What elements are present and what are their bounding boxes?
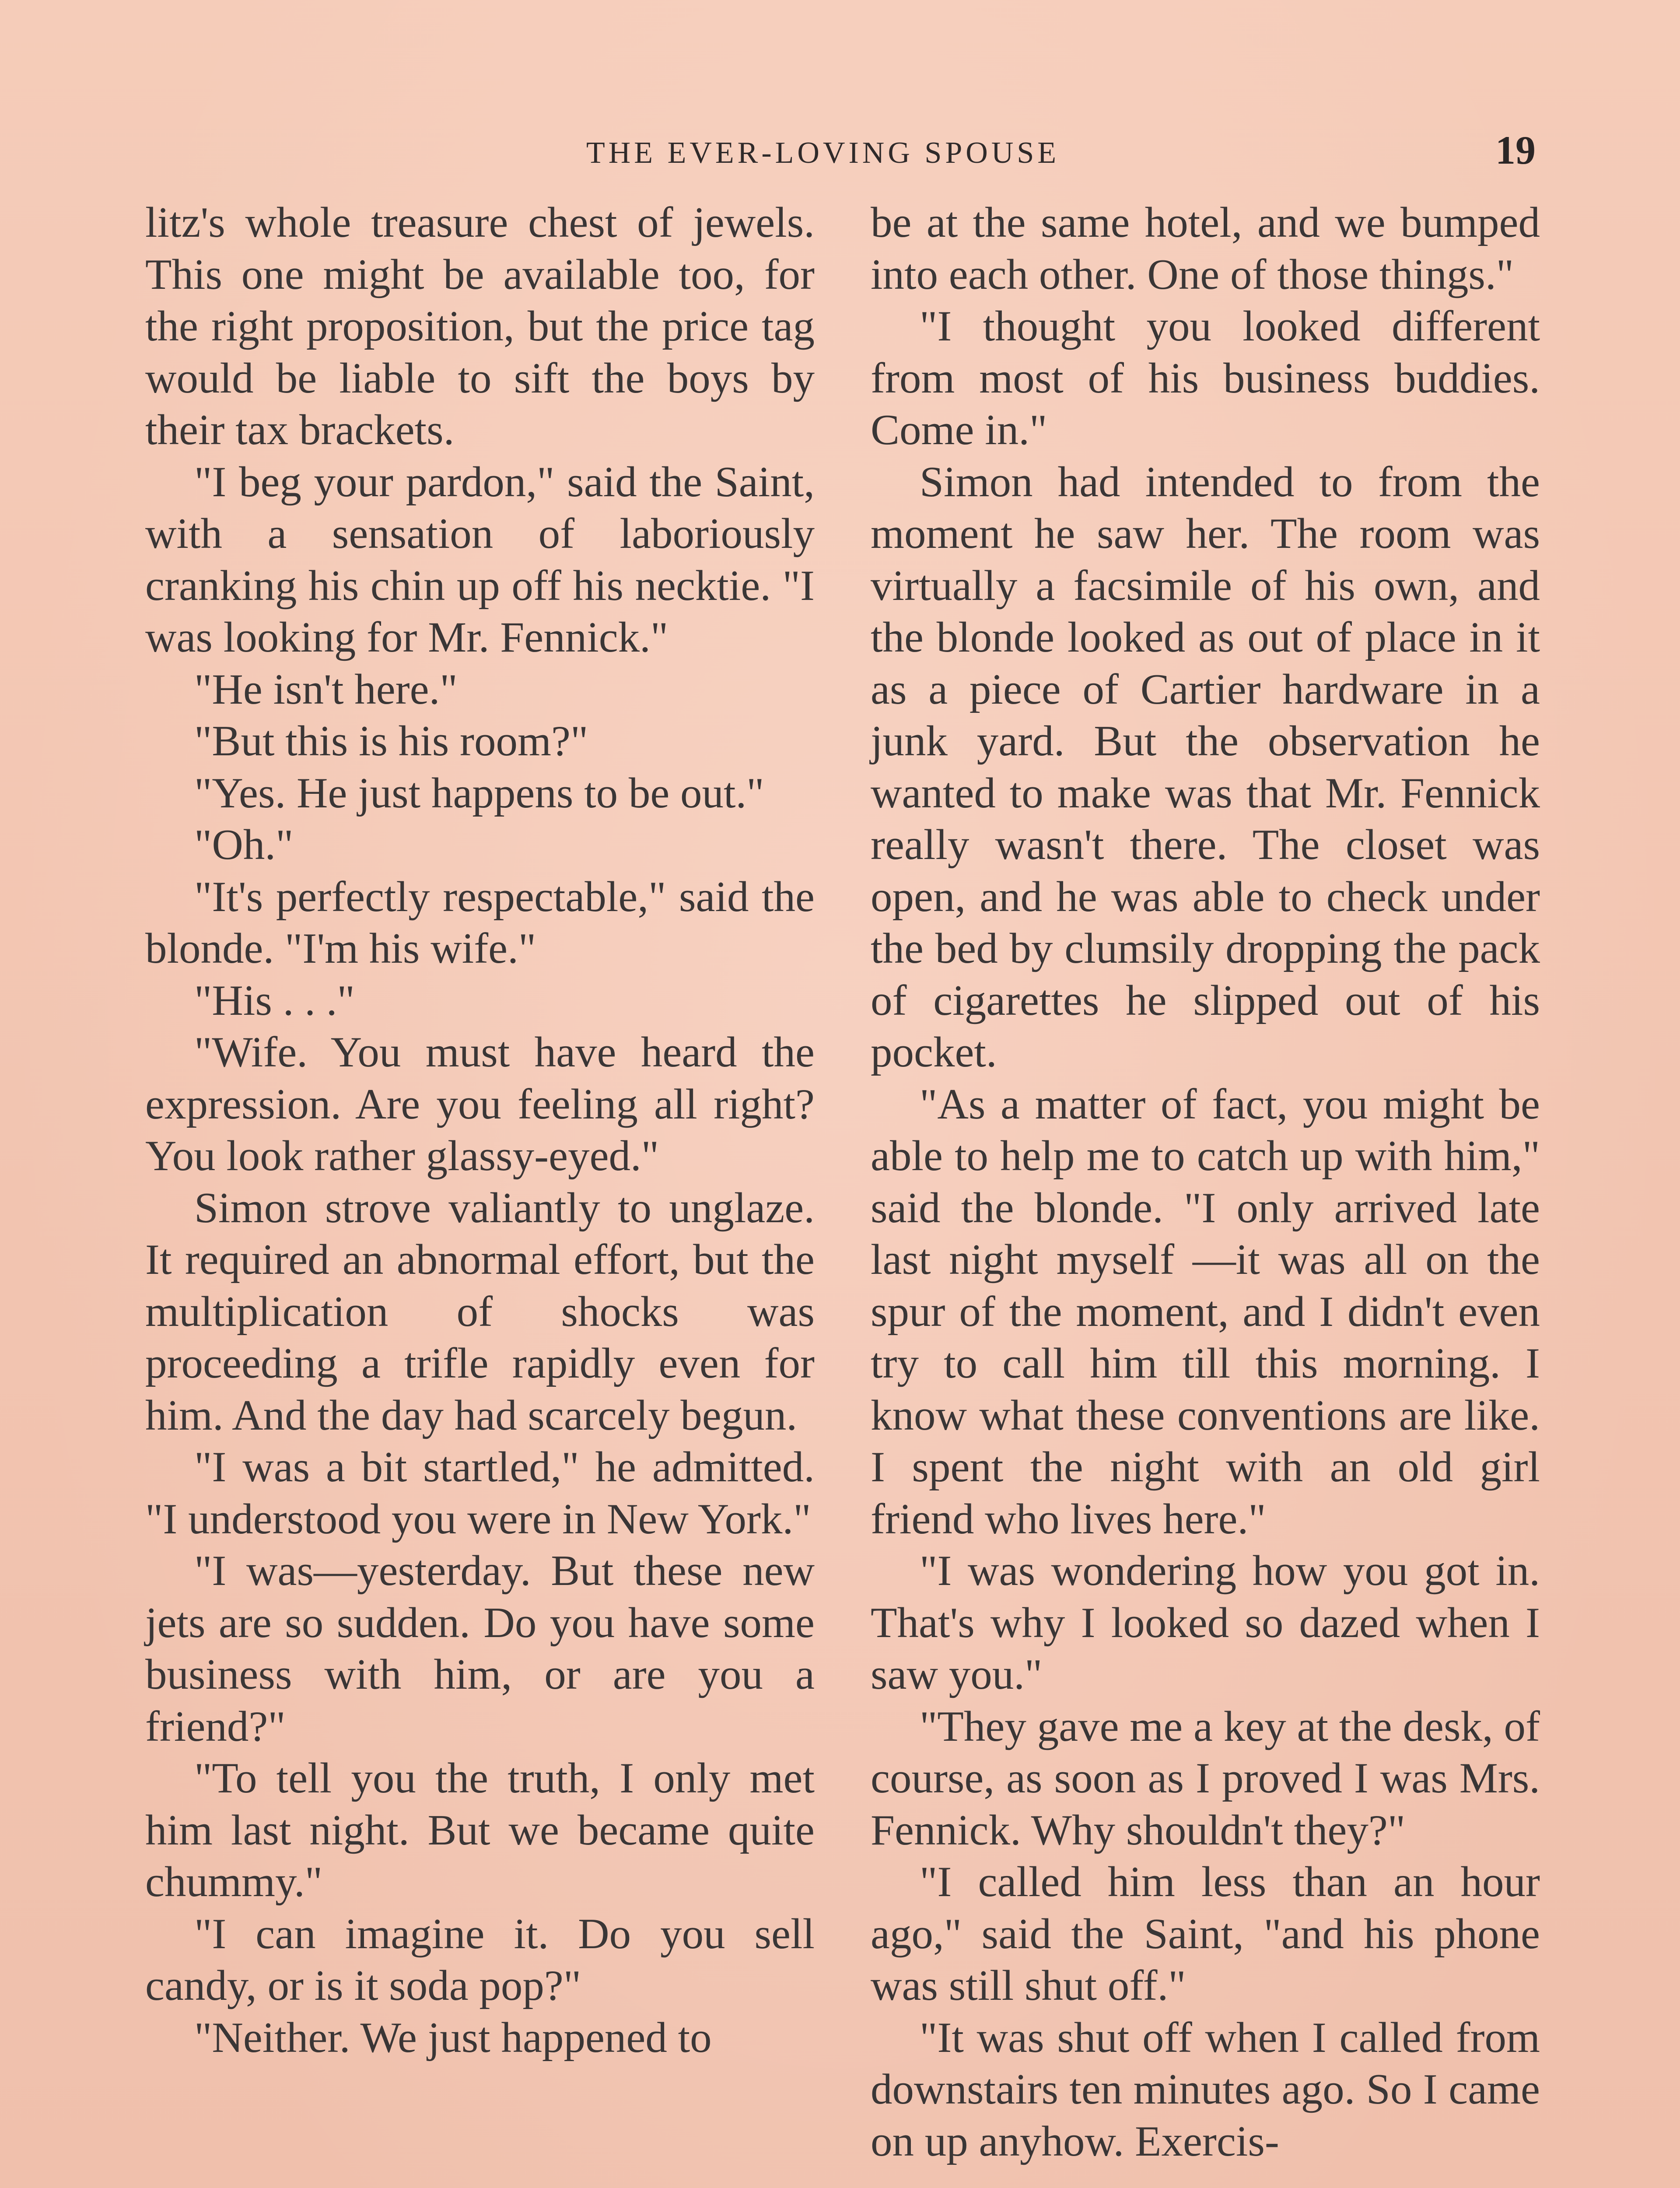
paragraph: litz's whole treasure chest of jewels. This one might be available too, for the right proposition, but the price tag would be liable to sift the boys by their tax brackets. (145, 199, 815, 454)
running-head: THE EVER-LOVING SPOUSE (586, 136, 1060, 170)
paragraph: "Neither. We just happened to (194, 2013, 712, 2062)
page-number: 19 (1495, 128, 1536, 172)
paragraph: "I thought you looked different from most of his business buddies. Come in." (871, 302, 1540, 454)
paragraph: "I can imagine it. Do you sell candy, or is it soda pop?" (145, 1910, 815, 2009)
paragraph: "I beg your pardon," said the Saint, with a sensation of laboriously cranking his chin up off his necktie. "I was looking for Mr. Fennick." (145, 458, 815, 661)
paragraph: "To tell you the truth, I only met him last night. But we became quite chummy." (145, 1754, 815, 1906)
paragraph: "Oh." (194, 821, 294, 869)
paragraph: "But this is his room?" (194, 717, 588, 765)
paragraph: "I was wondering how you got in. That's why I looked so dazed when I saw you." (871, 1547, 1540, 1698)
right-column (871, 197, 1540, 2167)
paragraph: "They gave me a key at the desk, of course, as soon as I proved I was Mrs. Fennick. Why shouldn't they?" (871, 1702, 1540, 1854)
paragraph: be at the same hotel, and we bumped into each other. One of those things." (871, 199, 1540, 298)
paragraph: Simon strove valiantly to unglaze. It required an abnormal effort, but the multiplication of shocks was proceeding a trifle rapidly even for him. And the day had scarcely begun. (145, 1184, 815, 1439)
paragraph: "It was shut off when I called from downstairs ten minutes ago. So I came on up anyhow. Exercis- (871, 2013, 1540, 2165)
paragraph: "As a matter of fact, you might be able to help me to catch up with him," said the blonde. "I only arrived late last night myself —it was all on the spur of the moment, and I didn't even try to call him till this morning. I know what these conventions are like. I spent the night with an old girl friend who lives here." (871, 1080, 1540, 1543)
paragraph: "It's perfectly respectable," said the blonde. "I'm his wife." (145, 873, 815, 972)
paragraph: "I called him less than an hour ago," said the Saint, "and his phone was still shut off." (871, 1858, 1540, 2009)
paragraph: Simon had intended to from the moment he saw her. The room was virtually a facsimile of his own, and the blonde looked as out of place in it as a piece of Cartier hardware in a junk yard. But the observation he wanted to make was that Mr. Fennick really wasn't there. The closet was open, and he was able to check under the bed by clumsily dropping the pack of cigarettes he slipped out of his pocket. (871, 458, 1540, 1076)
paragraph: "I was a bit startled," he admitted. "I understood you were in New York." (145, 1443, 815, 1543)
paragraph: "Wife. You must have heard the expression. Are you feeling all right? You look rather glassy-eyed." (145, 1028, 815, 1180)
paragraph: "His . . ." (194, 976, 355, 1024)
paragraph: "I was—yesterday. But these new jets are so sudden. Do you have some business with him, or are you a friend?" (145, 1547, 815, 1750)
paragraph: "He isn't here." (194, 665, 458, 713)
left-column (145, 197, 815, 2064)
paragraph: "Yes. He just happens to be out." (194, 769, 764, 817)
